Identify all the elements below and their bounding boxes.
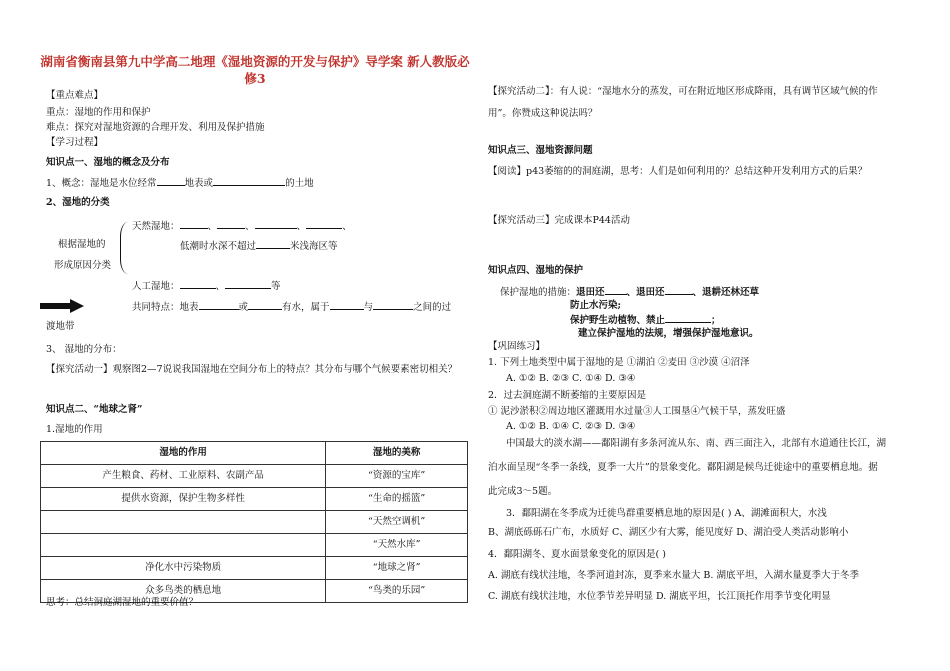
table-header-cell: 湿地的美称 xyxy=(326,442,468,465)
arrow-icon xyxy=(40,299,84,313)
measures-a: 退田还 xyxy=(576,287,605,298)
section4-title: 知识点四、湿地的保护 xyxy=(488,265,584,276)
think-question: 思考：总结洞庭湖湿地的重要价值？ xyxy=(46,597,199,608)
blank xyxy=(665,314,711,323)
role-cell xyxy=(41,511,326,534)
common-or: 或 xyxy=(238,302,249,313)
artificial-wetland-line xyxy=(132,280,281,293)
blank xyxy=(217,220,245,229)
natural-label: 天然湿地： xyxy=(132,221,180,232)
blank xyxy=(255,220,297,229)
common-features-line xyxy=(132,301,451,314)
activity2-line1: 【探究活动二】：有人说：“湿地水分的蒸发，可在附近地区形成降雨，具有调节区域气候的作 xyxy=(488,86,878,97)
low-tide-line xyxy=(180,240,338,253)
table-header-cell: 湿地的作用 xyxy=(41,442,326,465)
table-header-row xyxy=(41,442,468,465)
role-label: 1.湿地的作用 xyxy=(46,424,103,435)
separator: 、 xyxy=(245,221,255,232)
question1-options: A. ①② B. ②③ C. ①④ D. ③④ xyxy=(506,373,636,384)
low-tide-suffix: 米浅海区等 xyxy=(290,241,338,252)
role-cell: 产生粮食、药材、工业原料、农副产品 xyxy=(41,465,326,488)
concept-prefix: 1、概念：湿地是水位经常 xyxy=(46,178,157,189)
transition-zone: 渡地带 xyxy=(46,321,75,332)
section2-title: 知识点二、“地球之肾” xyxy=(46,404,143,415)
blank xyxy=(180,220,208,229)
measures-b: 、退田还 xyxy=(626,287,665,298)
passage-line3: 此完成3～5题。 xyxy=(488,486,558,497)
nickname-cell: “鸟类的乐园” xyxy=(326,580,468,603)
key-points-header: 【重点难点】 xyxy=(46,90,104,101)
question2-options: A. ①② B. ①④ C. ②③ D. ③④ xyxy=(506,421,636,432)
nickname-cell: “地球之肾” xyxy=(326,557,468,580)
concept-line xyxy=(46,177,314,190)
question4-options-ab: A. 湖底有线状洼地，冬季河道封冻，夏季来水量大 B. 湖底平坦，入湖水量夏季大于冬季 xyxy=(488,570,859,581)
blank xyxy=(330,301,364,310)
blank xyxy=(373,301,413,310)
table-row xyxy=(41,465,468,488)
measure3-line xyxy=(570,314,721,327)
blank xyxy=(225,280,271,289)
question4-options-cd: C. 湖底有线状洼地，水位季节差异明显 D. 湖底平坦，长江顶托作用季节变化明显 xyxy=(488,591,831,602)
role-cell: 提供水资源，保护生物多样性 xyxy=(41,488,326,511)
blank xyxy=(180,280,216,289)
activity2-line2: 用”。你赞成这种说法吗？ xyxy=(488,108,598,119)
table-row xyxy=(41,534,468,557)
key-point: 重点：湿地的作用和保护 xyxy=(46,107,151,118)
table-row xyxy=(41,557,468,580)
concept-mid: 地表或 xyxy=(184,178,214,189)
nickname-cell: “资源的宝库” xyxy=(326,465,468,488)
artificial-label: 人工湿地： xyxy=(132,281,180,292)
question4: 4．鄱阳湖冬、夏水面景象变化的原因是( ) xyxy=(488,549,666,560)
blank xyxy=(665,286,693,295)
question2: 2．过去洞庭湖不断萎缩的主要原因是 xyxy=(488,390,647,401)
table-row xyxy=(41,511,468,534)
question2-causes: ① 泥沙淤积②周边地区灌溉用水过量③人工围垦④气候干旱，蒸发旺盛 xyxy=(488,406,786,417)
measure3-suffix: ； xyxy=(711,315,721,326)
separator: 、 xyxy=(296,221,307,232)
wetland-role-table xyxy=(40,441,468,603)
measure3-prefix: 保护野生动植物、禁止 xyxy=(570,315,666,326)
distribution: 3、 湿地的分布： xyxy=(46,344,122,355)
table-row xyxy=(41,488,468,511)
natural-wetland-line xyxy=(132,220,352,233)
role-cell: 众多鸟类的栖息地 xyxy=(41,580,326,603)
document-title: 湖南省衡南县第九中学高二地理《湿地资源的开发与保护》导学案 新人教版必修3 xyxy=(40,54,470,86)
activity3: 【探究活动三】完成课本P44活动 xyxy=(488,215,630,226)
concept-suffix: 的土地 xyxy=(285,178,314,189)
blank xyxy=(199,301,239,310)
passage-line1: 中国最大的淡水湖——鄱阳湖有多条河流从东、南、西三面注入，北部有水道通往长江，湖 xyxy=(506,438,887,449)
basis-line2: 形成原因分类 xyxy=(54,260,112,271)
blank xyxy=(213,177,285,186)
nickname-cell: “生命的摇篮” xyxy=(326,488,468,511)
practice-header: 【巩固练习】 xyxy=(488,341,546,352)
section1-title: 知识点一、湿地的概念及分布 xyxy=(46,157,170,168)
common-between: 之间的过 xyxy=(413,302,452,313)
nickname-cell: “天然水库” xyxy=(326,534,468,557)
reading: 【阅读】p43萎缩的的洞庭湖，思考：人们是如何利用的？总结这种开发利用方式的后果？ xyxy=(488,166,868,177)
common-prefix: 共同特点：地表 xyxy=(132,302,199,313)
artificial-suffix: 等 xyxy=(271,281,281,292)
nickname-cell: “天然空调机” xyxy=(326,511,468,534)
common-and: 与 xyxy=(363,302,374,313)
brace-symbol xyxy=(120,222,128,274)
question3: 3．鄱阳湖在冬季成为迁徙鸟群重要栖息地的原因是( ) A、湖滩面积大，水浅 xyxy=(506,508,827,519)
blank xyxy=(248,301,282,310)
separator: 、 xyxy=(342,221,352,232)
measures-line xyxy=(500,286,759,299)
role-cell xyxy=(41,534,326,557)
low-tide-prefix: 低潮时水深不超过 xyxy=(180,241,257,252)
blank xyxy=(306,220,342,229)
process-header: 【学习过程】 xyxy=(46,137,104,148)
measure2: 防止水污染; xyxy=(570,300,622,311)
blank xyxy=(605,286,627,295)
section3-title: 知识点三、湿地资源问题 xyxy=(488,145,593,156)
measures-prefix: 保护湿地的措施： xyxy=(500,287,577,298)
measure4: 建立保护湿地的法规，增强保护湿地意识。 xyxy=(578,328,759,339)
measures-c: 、退耕还林还草 xyxy=(692,287,760,298)
blank xyxy=(256,240,290,249)
blank xyxy=(157,177,185,186)
passage-line2: 泊水面呈现“冬季一条线，夏季一大片”的景象变化。鄱阳湖是候鸟迁徙途中的重要栖息地。据 xyxy=(488,462,878,473)
difficult-point: 难点：探究对湿地资源的合理开发、利用及保护措施 xyxy=(46,122,265,133)
activity1: 【探究活动一】观察图2—7说说我国湿地在空间分布上的特点？其分布与哪个气候要素密切相关？ xyxy=(46,364,458,375)
question3-options: B、湖底砾砾石广布，水质好 C、湖区少有大雾，能见度好 D、湖泊受人类活动影响小 xyxy=(488,527,849,538)
common-water: 有水，属于 xyxy=(282,302,330,313)
separator: 、 xyxy=(215,281,226,292)
role-cell: 净化水中污染物质 xyxy=(41,557,326,580)
basis-line1: 根据湿地的 xyxy=(58,239,106,250)
classification-title: 2、湿地的分类 xyxy=(46,197,110,208)
question1: 1. 下列土地类型中属于湿地的是 ①湖泊 ②麦田 ③沙漠 ④沼泽 xyxy=(488,357,750,368)
separator: 、 xyxy=(207,221,218,232)
